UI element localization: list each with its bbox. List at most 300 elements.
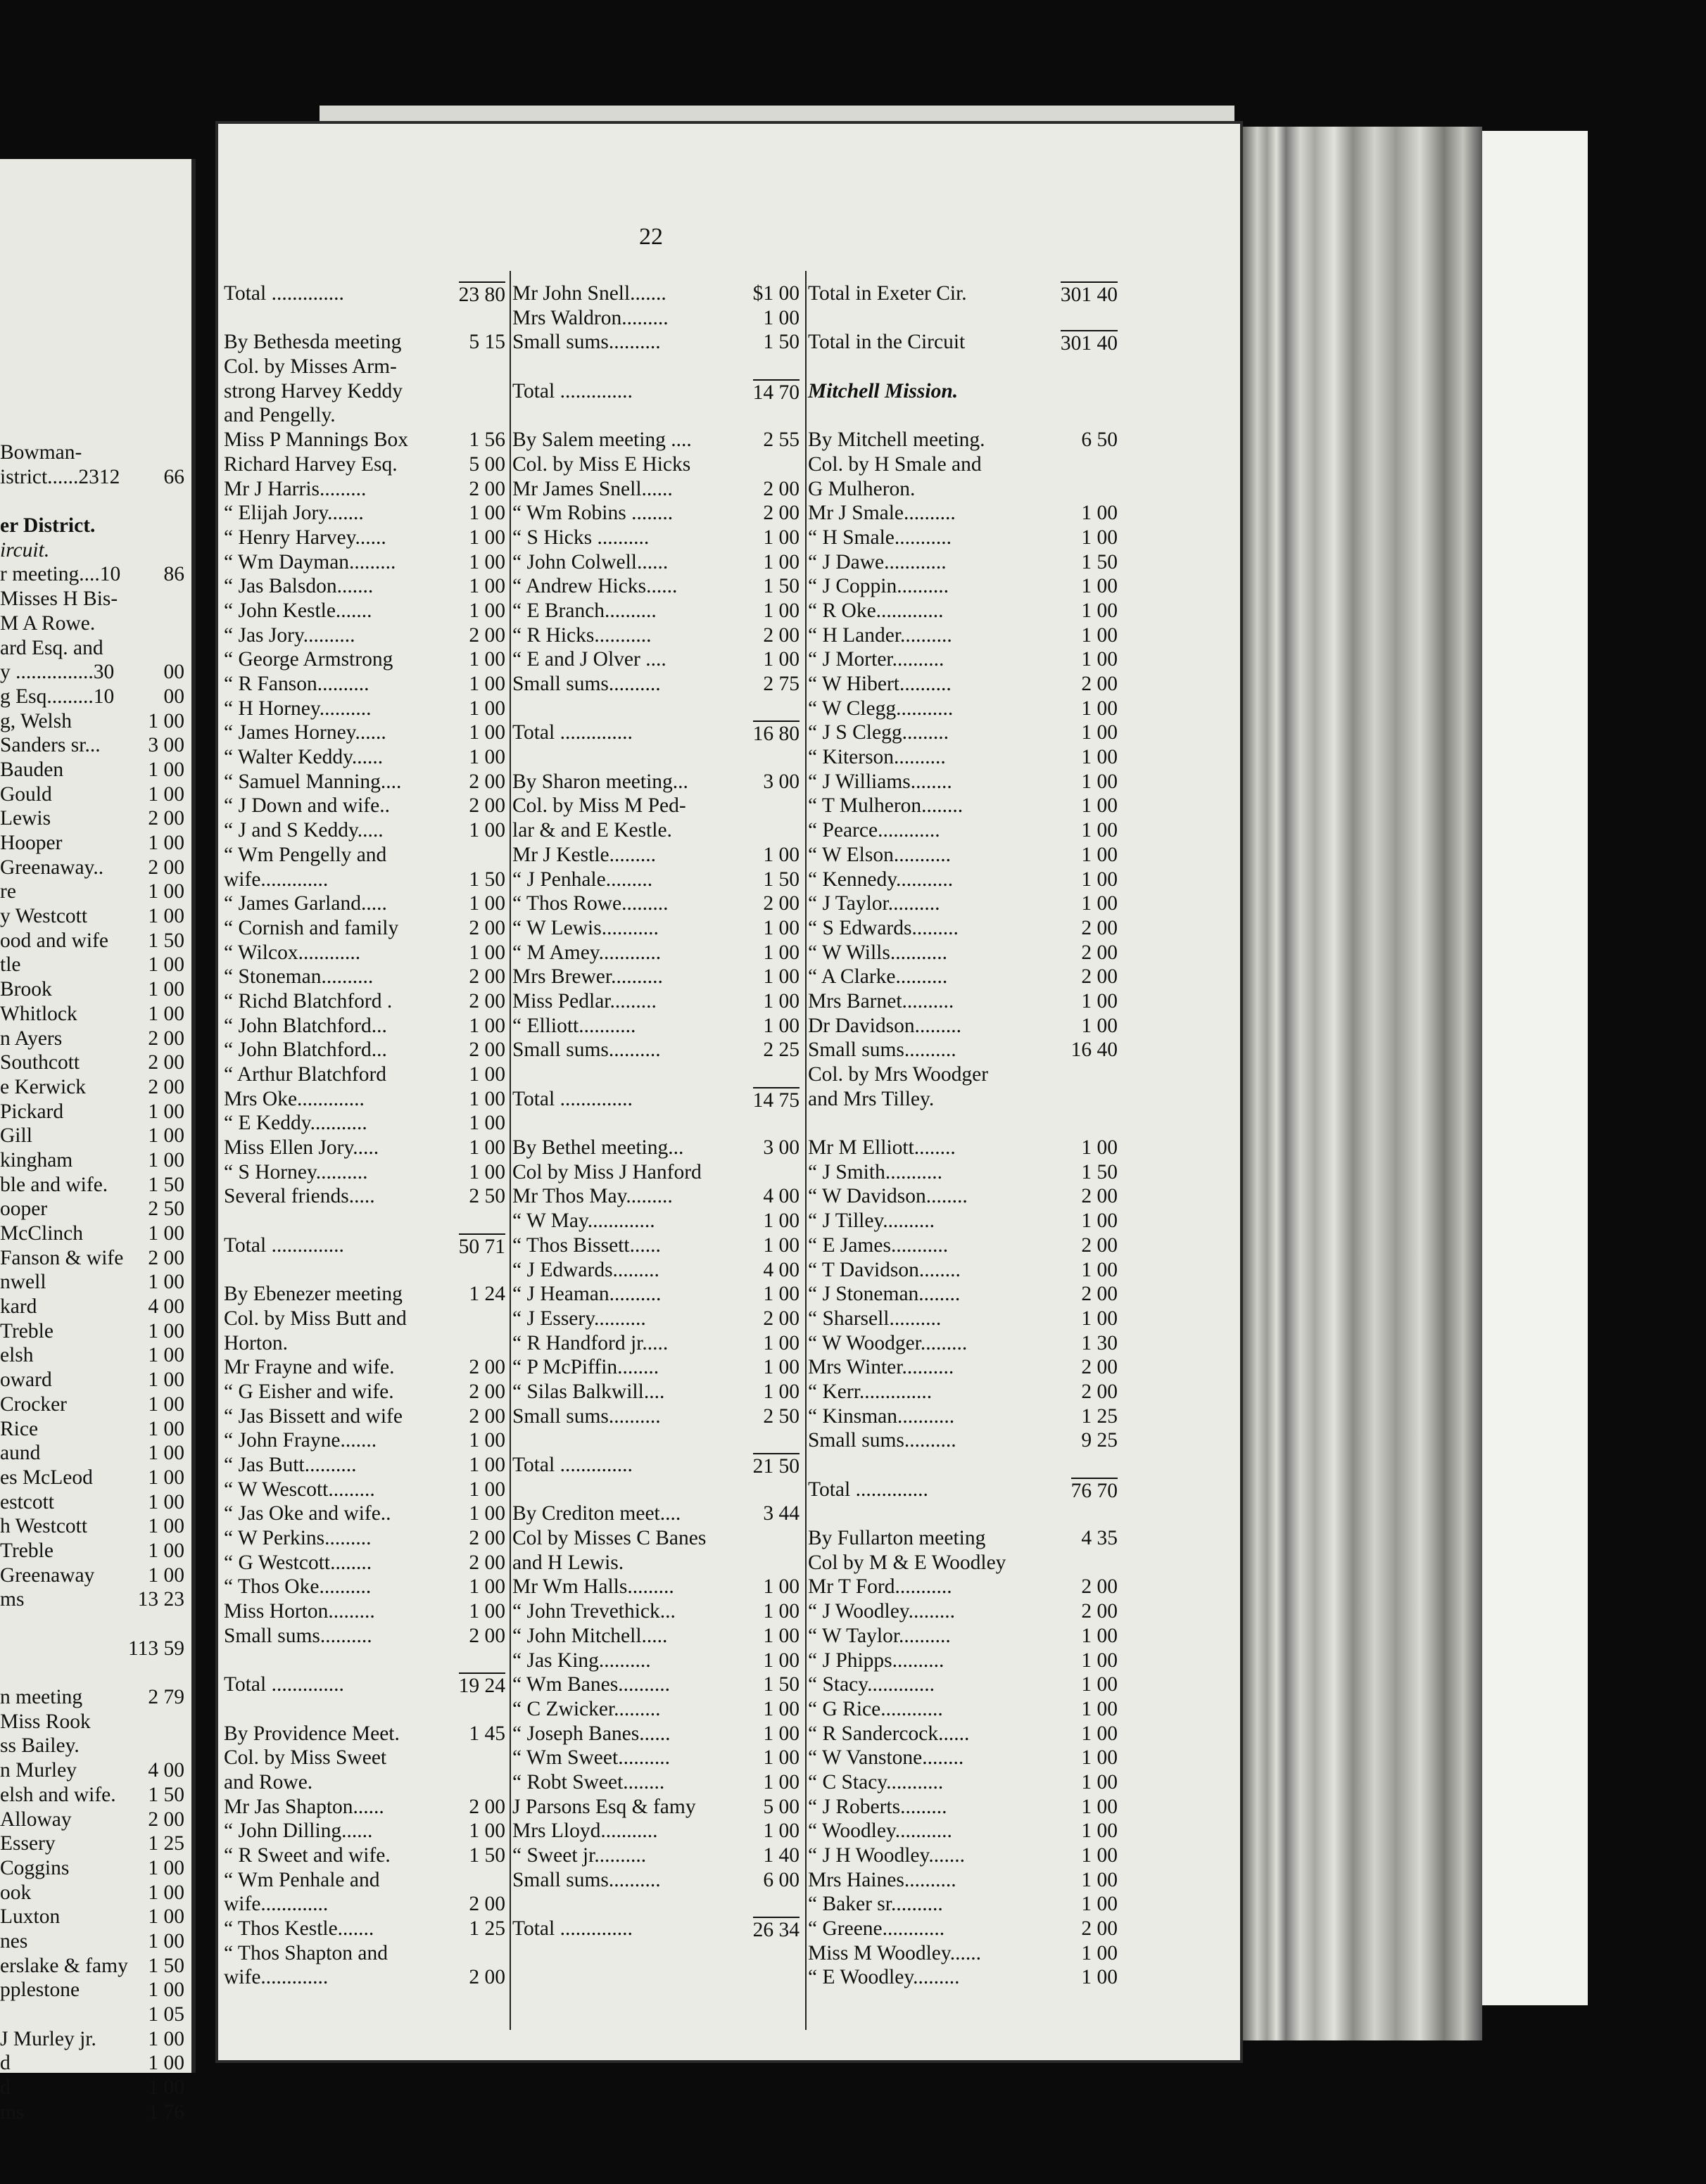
entry-amount: 1 00	[469, 599, 505, 622]
entry-amount: 1 00	[1081, 843, 1118, 866]
entry-name: “ Wm Robins ........	[512, 502, 674, 525]
ledger-row	[224, 1649, 505, 1673]
entry-amount: 2 00	[1081, 1380, 1118, 1403]
entry-name: “ W Elson...........	[808, 843, 951, 866]
entry-name: J Murley jr.	[0, 2027, 96, 2050]
ledger-row	[224, 1380, 505, 1404]
entry-name: n Murley	[0, 1759, 77, 1782]
ledger-row	[808, 1722, 1118, 1746]
entry-name: Miss Pedlar.........	[512, 989, 657, 1012]
entry-name: By Providence Meet.	[224, 1722, 400, 1745]
entry-name: nwell	[0, 1271, 46, 1294]
ledger-row	[808, 1062, 1118, 1087]
entry-amount: 1 00	[469, 502, 505, 525]
entry-amount: 1 00	[763, 599, 800, 622]
entry-amount: 1 00	[469, 1136, 505, 1160]
ledger-row	[0, 1710, 184, 1734]
ledger-row	[224, 1770, 505, 1795]
entry-amount: 1 00	[469, 648, 505, 671]
entry-amount: 1 00	[763, 1356, 800, 1379]
ledger-row	[224, 403, 505, 428]
ledger-row	[512, 281, 800, 306]
entry-name: “ G Westcott........	[224, 1551, 372, 1574]
entry-amount: 86	[163, 563, 184, 586]
ledger-row	[512, 1184, 800, 1209]
entry-name: “ E Woodley.........	[808, 1966, 960, 1989]
ledger-row	[224, 1282, 505, 1307]
entry-amount: 16 40	[1070, 1039, 1118, 1062]
entry-name: “ John Trevethick...	[512, 1600, 676, 1623]
entry-amount: 5 15	[469, 331, 505, 354]
entry-name: kingham	[0, 1148, 73, 1172]
entry-name: “ John Frayne.......	[224, 1429, 377, 1452]
ledger-row	[0, 1514, 184, 1539]
ledger-row	[224, 1478, 505, 1502]
ledger-row	[224, 1624, 505, 1649]
ledger-row	[0, 2076, 184, 2100]
entry-name: Sanders sr...	[0, 734, 101, 757]
entry-amount: 1 00	[148, 758, 184, 781]
entry-name: Total ..............	[512, 1454, 633, 1476]
ledger-row	[0, 1734, 184, 1758]
entry-name: Small sums..........	[512, 1404, 661, 1428]
ledger-row	[0, 1905, 184, 1929]
ledger-row	[512, 1478, 800, 1502]
ledger-row	[808, 501, 1118, 526]
entry-amount: 4 00	[148, 1295, 184, 1319]
entry-name: M A Rowe.	[0, 611, 96, 635]
entry-name: g, Welsh	[0, 709, 72, 732]
entry-name: “ W Wills...........	[808, 941, 947, 964]
entry-name: Bauden	[0, 758, 64, 781]
ledger-row	[0, 1002, 184, 1027]
entry-amount: 1 00	[1081, 1624, 1118, 1647]
entry-amount: 1 00	[1081, 1868, 1118, 1891]
entry-name: “ Stacy.............	[808, 1673, 935, 1696]
entry-name: estcott	[0, 1490, 55, 1513]
ledger-row	[224, 550, 505, 575]
entry-name: “ J Stoneman........	[808, 1283, 961, 1306]
entry-amount: 2 55	[763, 428, 800, 452]
ledger-row	[0, 562, 184, 587]
ledger-row	[0, 2051, 184, 2076]
ledger-row	[224, 1428, 505, 1453]
entry-amount: 2 50	[148, 1198, 184, 1221]
entry-name: Total in Exeter Cir.	[808, 282, 967, 305]
entry-name: “ J Morter..........	[808, 648, 944, 671]
entry-name: “ W Lewis...........	[512, 916, 659, 939]
entry-name: elsh	[0, 1344, 34, 1367]
ledger-row	[512, 1331, 800, 1356]
entry-name: erslake & famy	[0, 1954, 128, 1977]
column-divider	[510, 271, 511, 2030]
ledger-row	[224, 745, 505, 770]
ledger-row	[808, 526, 1118, 550]
entry-amount: 2 79	[148, 1686, 184, 1709]
entry-amount: 1 00	[469, 819, 505, 842]
entry-amount: 4 00	[763, 1185, 800, 1208]
entry-amount: 1 00	[1081, 1820, 1118, 1843]
entry-amount: 2 00	[469, 1966, 505, 1989]
entry-amount: 1 00	[763, 648, 800, 671]
entry-name: Total ..............	[224, 1233, 344, 1257]
ledger-row	[0, 929, 184, 953]
entry-amount: 1 00	[148, 1148, 184, 1172]
entry-name: Small sums..........	[512, 1868, 661, 1891]
entry-name: “ J Penhale.........	[512, 868, 653, 891]
ledger-row	[0, 465, 184, 490]
ledger-row	[0, 709, 184, 734]
entry-amount: 2 00	[1081, 673, 1118, 695]
entry-amount: 1 00	[469, 526, 505, 549]
ledger-row	[512, 818, 800, 843]
entry-amount: 301 40	[1061, 330, 1118, 356]
entry-amount: 1 00	[148, 880, 184, 903]
ledger-row	[512, 1258, 800, 1283]
entry-name: n Ayers	[0, 1027, 63, 1050]
ledger-row	[512, 1307, 800, 1331]
entry-amount: 1 00	[148, 1929, 184, 1953]
ledger-row	[0, 1148, 184, 1173]
entry-amount: 2 00	[148, 856, 184, 879]
ledger-row	[808, 1575, 1118, 1599]
entry-amount: 2 00	[763, 892, 800, 915]
book-edge	[1243, 127, 1482, 2040]
entry-amount: 1 50	[148, 929, 184, 952]
entry-name: Col. by Misses Arm-	[224, 355, 397, 379]
ledger-row	[0, 1783, 184, 1808]
entry-amount: 3 00	[763, 770, 800, 793]
entry-name: “ Sharsell..........	[808, 1307, 942, 1330]
entry-name: er District.	[0, 514, 96, 538]
entry-amount: 6 00	[763, 1868, 800, 1891]
entry-amount: 1 00	[1081, 599, 1118, 622]
entry-name: pplestone	[0, 1979, 80, 2002]
ledger-row	[0, 1343, 184, 1368]
entry-name: and Rowe.	[224, 1770, 313, 1793]
ledger-row	[808, 1917, 1118, 1941]
ledger-row	[224, 1014, 505, 1039]
ledger-row	[512, 672, 800, 697]
entry-name: Mrs Winter..........	[808, 1356, 954, 1379]
entry-name: Col. by Mrs Woodger	[808, 1063, 989, 1086]
entry-name: Small sums..........	[224, 1624, 372, 1647]
entry-amount: 26 34	[753, 1917, 800, 1943]
ledger-row	[808, 647, 1118, 672]
entry-amount: 1 00	[148, 1124, 184, 1148]
entry-amount: 1 00	[469, 1063, 505, 1086]
entry-name: ms	[0, 1588, 25, 1611]
ledger-row	[224, 452, 505, 477]
ledger-row	[512, 1697, 800, 1722]
ledger-row	[0, 2027, 184, 2052]
ledger-row	[224, 794, 505, 818]
entry-name: n meeting	[0, 1686, 83, 1709]
entry-name: “ Samuel Manning....	[224, 770, 402, 793]
entry-amount: 1 00	[1081, 623, 1118, 647]
entry-name: Col. by Miss M Ped-	[512, 794, 686, 818]
ledger-row	[224, 989, 505, 1014]
entry-amount: 1 00	[1081, 1844, 1118, 1867]
ledger-row	[512, 1062, 800, 1087]
entry-amount: 1 00	[763, 550, 800, 573]
entry-amount: 1 00	[763, 941, 800, 964]
ledger-row	[808, 1453, 1118, 1478]
entry-name: McClinch	[0, 1222, 83, 1245]
ledger-row	[0, 1637, 184, 1661]
ledger-row	[512, 941, 800, 965]
entry-name: Col. by Miss Sweet	[224, 1746, 387, 1770]
entry-amount: 21 50	[753, 1453, 800, 1479]
ledger-row	[224, 1111, 505, 1136]
entry-amount: 1 50	[763, 575, 800, 598]
entry-amount: 1 00	[1081, 502, 1118, 525]
ledger-row	[0, 1490, 184, 1515]
ledger-row	[808, 477, 1118, 502]
entry-amount: 1 00	[763, 526, 800, 549]
entry-amount: 1 05	[148, 2003, 184, 2026]
entry-name: “ Jas Balsdon.......	[224, 575, 374, 598]
entry-name: r meeting....10	[0, 563, 121, 586]
ledger-row	[512, 794, 800, 818]
ledger-row	[224, 281, 505, 306]
ledger-row	[0, 904, 184, 929]
ledger-row	[808, 818, 1118, 843]
entry-amount: 1 00	[1081, 1210, 1118, 1233]
entry-name: and H Lewis.	[512, 1551, 624, 1574]
entry-amount: 2 00	[1081, 916, 1118, 939]
entry-name: Mr Jas Shapton......	[224, 1795, 384, 1818]
entry-amount: 1 00	[1081, 1014, 1118, 1037]
ledger-row	[0, 1856, 184, 1881]
entry-name: “ G Rice............	[808, 1697, 943, 1720]
entry-name: tle	[0, 953, 21, 977]
entry-amount: 66	[163, 465, 184, 488]
ledger-row	[224, 477, 505, 502]
ledger-row	[512, 1868, 800, 1893]
entry-name: Alloway	[0, 1808, 72, 1831]
entry-name: and Pengelly.	[224, 404, 336, 427]
ledger-row	[808, 1526, 1118, 1551]
entry-amount: 2 00	[469, 1039, 505, 1062]
entry-name: Greenaway..	[0, 856, 104, 879]
entry-name: “ J Tilley..........	[808, 1210, 935, 1233]
entry-amount: 1 00	[148, 2052, 184, 2075]
entry-name: Total ..............	[512, 1087, 633, 1110]
ledger-row	[512, 1136, 800, 1160]
entry-name: Mr Wm Halls.........	[512, 1575, 674, 1599]
entry-amount: 2 00	[763, 477, 800, 500]
ledger-row	[224, 501, 505, 526]
entry-name: Mr Frayne and wife.	[224, 1356, 395, 1379]
entry-amount: 1 00	[763, 1746, 800, 1770]
entry-amount: 1 50	[469, 868, 505, 891]
entry-amount: 19 24	[459, 1672, 505, 1699]
entry-amount: 1 00	[469, 1820, 505, 1843]
ledger-row	[512, 550, 800, 575]
entry-amount: 1 00	[148, 1271, 184, 1294]
ledger-row	[512, 1649, 800, 1673]
entry-amount: 1 50	[763, 331, 800, 354]
entry-amount: 2 00	[1081, 1356, 1118, 1379]
entry-amount: 1 00	[148, 832, 184, 854]
entry-amount: 1 50	[148, 1783, 184, 1806]
entry-name: “ John Mitchell.....	[512, 1624, 668, 1647]
ledger-row	[512, 989, 800, 1014]
entry-name: y ...............30	[0, 661, 115, 684]
ledger-row	[0, 1881, 184, 1905]
ledger-row	[0, 782, 184, 807]
ledger-row	[224, 1062, 505, 1087]
entry-amount: 1 50	[469, 1844, 505, 1867]
entry-amount: 4 00	[148, 1759, 184, 1782]
entry-name: Total ..............	[512, 721, 633, 744]
entry-name: “ Wm Sweet..........	[512, 1746, 670, 1770]
entry-amount: 14 70	[753, 379, 800, 405]
ledger-row	[0, 1954, 184, 1979]
entry-name: “ John Dilling......	[224, 1820, 373, 1843]
entry-amount: 1 00	[1081, 1673, 1118, 1696]
ledger-row	[808, 1233, 1118, 1258]
entry-name: Mrs Haines..........	[808, 1868, 956, 1891]
entry-name: Small sums..........	[808, 1429, 956, 1452]
entry-name: By Bethel meeting...	[512, 1136, 684, 1160]
entry-name: strong Harvey Keddy	[224, 379, 403, 402]
ledger-row	[808, 1160, 1118, 1185]
entry-name: Total ..............	[224, 282, 344, 305]
entry-amount: 1 00	[763, 1283, 800, 1306]
ledger-row	[808, 306, 1118, 331]
entry-name: Hooper	[0, 832, 63, 854]
ledger-row	[808, 916, 1118, 941]
entry-name: “ R Handford jr.....	[512, 1331, 669, 1354]
ledger-row	[808, 1428, 1118, 1453]
ledger-row	[224, 1184, 505, 1209]
entry-name: “ C Stacy...........	[808, 1770, 944, 1793]
entry-amount: 2 00	[469, 1551, 505, 1574]
entry-amount: 1 00	[469, 746, 505, 769]
ledger-row	[808, 1868, 1118, 1893]
entry-name: “ Thos Kestle.......	[224, 1917, 374, 1941]
entry-name: Essery	[0, 1832, 56, 1855]
entry-name: “ Arthur Blatchford	[224, 1063, 387, 1086]
ledger-row	[808, 623, 1118, 648]
entry-amount: 3 00	[148, 734, 184, 757]
entry-amount: 2 00	[469, 1527, 505, 1550]
entry-amount: 1 00	[1081, 1136, 1118, 1160]
ledger-row	[224, 1136, 505, 1160]
entry-amount: 1 00	[1081, 1770, 1118, 1793]
entry-name: “ Woodley...........	[808, 1820, 952, 1843]
entry-name: “ J Roberts.........	[808, 1795, 947, 1818]
entry-amount: 1 00	[148, 1539, 184, 1562]
ledger-row	[0, 440, 184, 465]
entry-name: “ J Phipps..........	[808, 1649, 944, 1672]
entry-name: “ S Hicks ..........	[512, 526, 650, 549]
entry-name: Treble	[0, 1319, 53, 1342]
entry-amount: 1 00	[469, 1429, 505, 1452]
ledger-row	[0, 1295, 184, 1319]
entry-name: “ J Taylor..........	[808, 892, 940, 915]
ledger-row	[224, 868, 505, 892]
ledger-row	[808, 1770, 1118, 1795]
entry-amount: 2 00	[763, 623, 800, 647]
ledger-row	[808, 1819, 1118, 1843]
entry-amount: 1 00	[1081, 1893, 1118, 1916]
entry-amount: 1 00	[148, 1490, 184, 1513]
ledger-row	[808, 1258, 1118, 1283]
ledger-row	[808, 868, 1118, 892]
entry-amount: 2 00	[469, 1404, 505, 1428]
entry-name: Total ..............	[512, 379, 633, 402]
ledger-row	[512, 647, 800, 672]
ledger-row	[224, 1722, 505, 1746]
ledger-row	[224, 379, 505, 404]
entry-amount: 1 00	[1081, 1795, 1118, 1818]
entry-name: “ P McPiffin........	[512, 1356, 659, 1379]
ledger-row	[808, 574, 1118, 599]
entry-name: “ Wm Penhale and	[224, 1868, 380, 1891]
ledger-row	[0, 1758, 184, 1783]
ledger-row	[808, 1892, 1118, 1917]
entry-amount: 50 71	[459, 1233, 505, 1259]
entry-amount: 1 00	[148, 1002, 184, 1025]
entry-amount: 1 00	[469, 575, 505, 598]
entry-amount: 1 00	[763, 965, 800, 989]
entry-amount: 1 40	[763, 1844, 800, 1867]
entry-amount: 1 00	[1081, 1722, 1118, 1745]
entry-amount: 1 00	[1081, 892, 1118, 915]
ledger-row	[0, 1466, 184, 1490]
ledger-row	[224, 623, 505, 648]
entry-name: d	[0, 2052, 11, 2075]
entry-name: “ Thos Shapton and	[224, 1941, 388, 1964]
ledger-column-1	[224, 281, 505, 1990]
ledger-row	[224, 330, 505, 355]
ledger-row	[0, 806, 184, 831]
entry-amount: 1 00	[1081, 989, 1118, 1012]
ledger-row	[224, 1819, 505, 1843]
entry-name: “ Greene............	[808, 1917, 945, 1941]
ledger-row	[0, 1100, 184, 1124]
entry-amount: 1 00	[148, 1222, 184, 1245]
entry-name: Small sums..........	[512, 331, 661, 354]
entry-name: ook	[0, 1881, 32, 1904]
entry-amount: 2 00	[763, 502, 800, 525]
page-number: 22	[639, 224, 663, 250]
entry-name: “ S Horney..........	[224, 1160, 368, 1183]
ledger-row	[0, 636, 184, 661]
entry-amount: 113 59	[127, 1637, 184, 1660]
ledger-row	[808, 1038, 1118, 1062]
ledger-row	[512, 1624, 800, 1649]
entry-amount: 1 00	[469, 697, 505, 720]
ledger-row	[0, 1929, 184, 1954]
ledger-row	[224, 965, 505, 989]
entry-name: ood and wife	[0, 929, 109, 952]
ledger-row	[0, 2100, 184, 2125]
entry-name: “ H Horney..........	[224, 697, 372, 720]
entry-amount: 13 23	[137, 1588, 184, 1611]
entry-name: Col by Misses C Banes	[512, 1527, 707, 1550]
ledger-row	[808, 1599, 1118, 1624]
entry-amount: 1 00	[1081, 819, 1118, 842]
ledger-row	[808, 599, 1118, 623]
ledger-row	[0, 514, 184, 538]
ledger-row	[512, 330, 800, 355]
entry-amount: 6 50	[1081, 428, 1118, 452]
left-page-column	[0, 440, 184, 2124]
